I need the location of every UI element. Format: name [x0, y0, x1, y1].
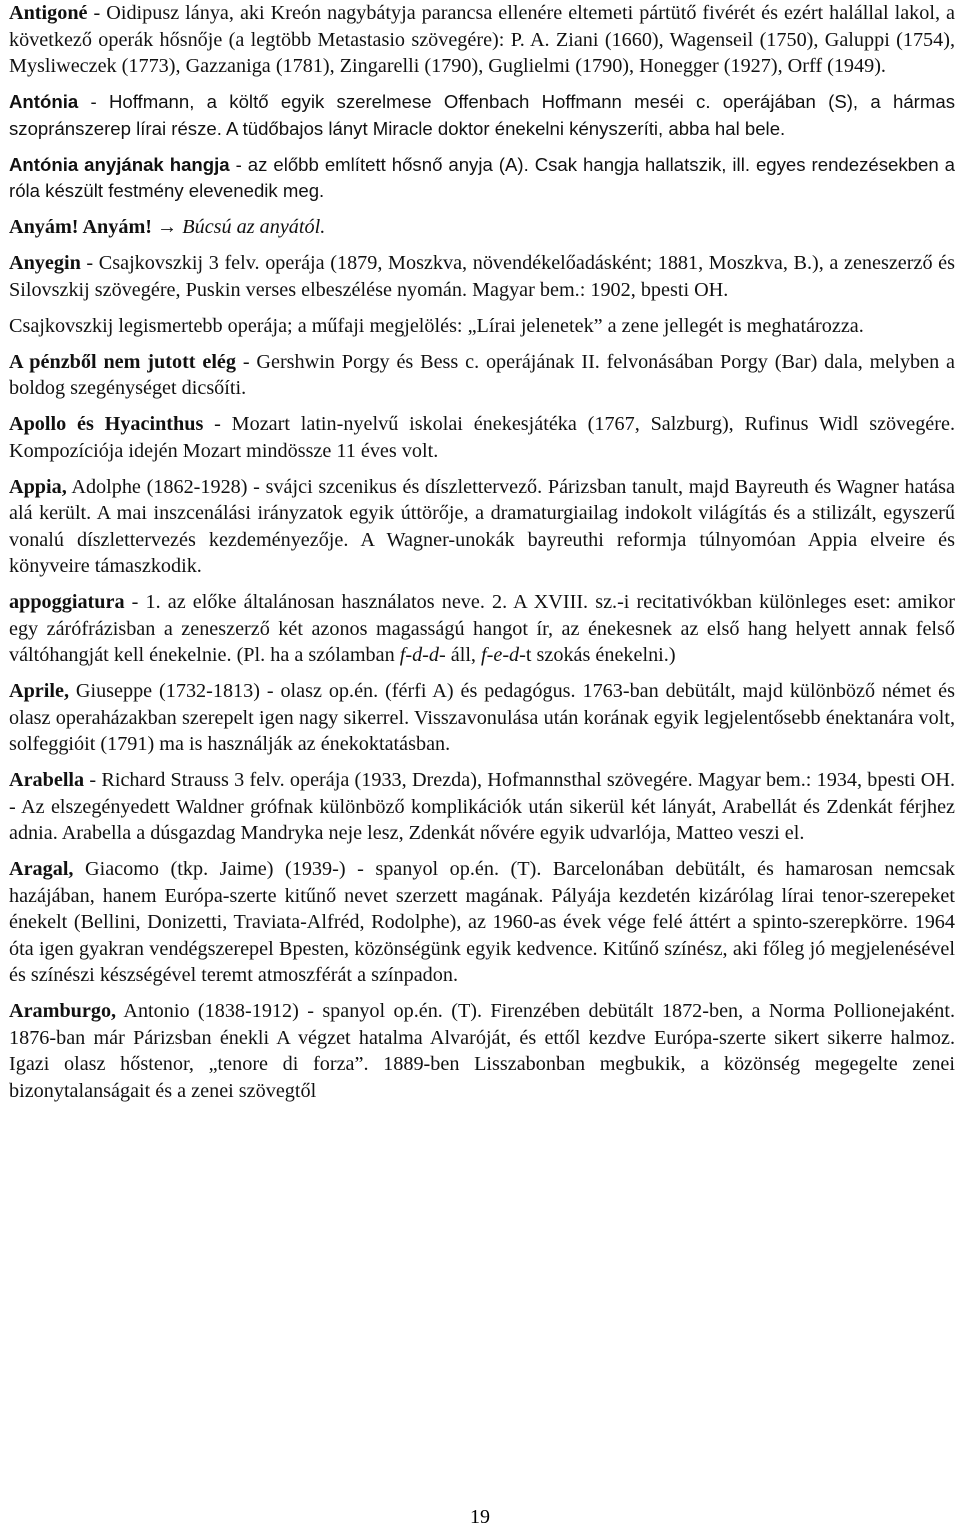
entry-aragal	[9, 856, 955, 989]
entry-arabella	[9, 767, 955, 847]
entry-antonia-anyjanak-hangja	[9, 152, 955, 205]
entry-antonia	[9, 89, 955, 142]
cross-reference-link: Búcsú az anyától.	[182, 216, 326, 238]
entry-apollo-es-hyacinthus	[9, 411, 955, 464]
entry-antigone	[9, 0, 955, 80]
entry-text: t szokás énekelni.)	[525, 644, 676, 666]
entry-headword: Appia,	[9, 475, 67, 498]
entry-aramburgo	[9, 998, 955, 1104]
entry-headword: Apollo és Hyacinthus	[9, 413, 204, 435]
entry-text: - Richard Strauss 3 felv. operája (1933, Drezda), Hofmannsthal szövegére. Magyar bem.: 1934, bpesti OH. - Az elszegényedett Waldner grófnak különböző komplikációk után sikerül két lányát, Arabellát és Zdenkát férjhez adnia. Arabella a dúsgazdag Mandryka neje lesz, Zdenkát nővére egyik udvarlója, Matteo veszi el.	[9, 769, 955, 844]
entry-headword: Anyegin	[9, 252, 81, 274]
entry-headword: Antónia	[9, 91, 79, 112]
page-number: 19	[470, 1506, 490, 1528]
entry-headword: Arabella	[9, 769, 85, 791]
arrow-right-icon: →	[152, 216, 183, 238]
entry-aprile	[9, 678, 955, 758]
entry-text: Csajkovszkij legismertebb operája; a műfaji megjelölés: „Lírai jelenetek” a zene jellegét is meghatározza.	[9, 314, 864, 337]
entry-text: Antonio (1838-1912) - spanyol op.én. (T). Firenzében debütált 1872-ben, a Norma Pollionejaként. 1876-ban már Párizsban énekli A végzet hatalma Alvaróját, és ettől kezdve Európa-szerte sikert sikerre halmoz. Igazi olasz hőstenor, „tenore di forza”. 1889-ben Lisszabonban megbukik, a közönség megegelte zenei bizonytalanságait és a zenei szövegtől	[9, 1000, 955, 1102]
entry-headword: Aragal,	[9, 858, 74, 880]
entry-text: áll,	[445, 644, 482, 666]
entry-headword: Aprile,	[9, 680, 69, 702]
entry-headword: Aramburgo,	[9, 1000, 117, 1022]
entry-appoggiatura	[9, 589, 955, 669]
entry-text-italic: f-d-d-	[399, 644, 446, 666]
entry-text: - Mozart latin-nyelvű iskolai énekesjátéka (1767, Salzburg), Rufinus Widl szövegére. Kompozíciója idején Mozart mindössze 11 éves volt.	[9, 413, 955, 462]
entry-text: - az előbb említett hősnő anyja (A). Csak hangja hallatszik, ill. egyes rendezésekben a róla készült festmény elevenedik meg.	[9, 153, 955, 201]
entry-text: - 1. az előke általánosan használatos neve. 2. A XVIII. sz.-i recitativókban különleges eset: amikor egy zárófrázisban a zeneszerző két azonos magasságú hangot ír, az énekesnek az első hang helyett annak felső váltóhangját kell énekelnie. (Pl. ha a szólamban	[9, 591, 955, 666]
entry-anyam-anyam	[9, 214, 955, 241]
entry-headword: A pénzből nem jutott elég	[9, 350, 236, 373]
entry-headword: Antigoné	[9, 2, 88, 24]
entry-headword: Antónia anyjának hangja	[9, 153, 230, 175]
entry-text: Adolphe (1862-1928) - svájci szcenikus és díszlettervező. Párizsban tanult, majd Bayreuth és Wagner hatása alá került. A mai inszcenálási irányzatok egyik úttörője, a dramaturgiailag indokolt világítás és a stilizált, egyszerű vonalú díszlettervezés kezdeményezője. A Wagner-unokák bayreuthi reformja túlnyomóan Appia elveire és könyveire támaszkodik.	[9, 475, 955, 577]
entry-text: Giuseppe (1732-1813) - olasz op.én. (férfi A) és pedagógus. 1763-ban debütált, majd különböző német és olasz operaházakban szerepelt igen nagy sikerrel. Visszavonulása után korának egyik legjelentősebb énektanára volt, solfeggióit (1791) ma is használják az énekoktatásban.	[9, 680, 955, 755]
entry-text: - Csajkovszkij 3 felv. operája (1879, Moszkva, növendékelőadásként; 1881, Moszkva, B.), a zeneszerző és Silovszkij szövegére, Puskin verses elbeszélése nyomán. Magyar bem.: 1902, bpesti OH.	[9, 252, 955, 301]
entry-a-penzbol-nem-jutott-eleg	[9, 349, 955, 402]
entry-text: Giacomo (tkp. Jaime) (1939-) - spanyol op.én. (T). Barcelonában debütált, és hamarosan nemcsak hazájában, hanem Európa-szerte kitűnő nevet szerzett magának. Pályája kezdetén kizárólag lírai tenor-szerepeket énekelt (Bellini, Donizetti, Traviata-Alfréd, Rodolphe), az 1960-as évek vége felé áttért a spinto-szerepkörre. 1964 óta igen gyakran vendégszerepel Bpesten, közönségünk egyik kedvence. Kitűnő színész, aki főleg jó megjelenésével és színészi készségével teremt atmoszférát a színpadon.	[9, 858, 955, 986]
entry-text: - Gershwin Porgy és Bess c. operájának II. felvonásában Porgy (Bar) dala, melyben a boldog szegénységet dicsőíti.	[9, 350, 956, 399]
entry-text: - Oidipusz lánya, aki Kreón nagybátyja parancsa ellenére eltemeti pártütő fivérét és ezért halállal lakol, a következő operák hősnője (a legtöbb Metastasio szövegére): P. A. Ziani (1660), Wagenseil (1750), Galuppi (1754), Mysliweczek (1773), Gazzaniga (1781), Zingarelli (1790), Guglielmi (1790), Honegger (1927), Orff (1949).	[9, 2, 955, 77]
entry-headword: Anyám! Anyám!	[9, 216, 152, 238]
entry-text: - Hoffmann, a költő egyik szerelmese Offenbach Hoffmann meséi c. operájában (S), a hármas szopránszerep lírai része. A tüdőbajos lányt Miracle doktor énekelni kényszeríti, abba hal bele.	[9, 91, 955, 139]
entry-headword: appoggiatura	[9, 591, 125, 613]
entry-appia	[9, 474, 955, 580]
entry-anyegin	[9, 250, 955, 303]
entry-text-italic: f-e-d-	[481, 644, 526, 666]
entry-anyegin-note	[9, 313, 955, 340]
